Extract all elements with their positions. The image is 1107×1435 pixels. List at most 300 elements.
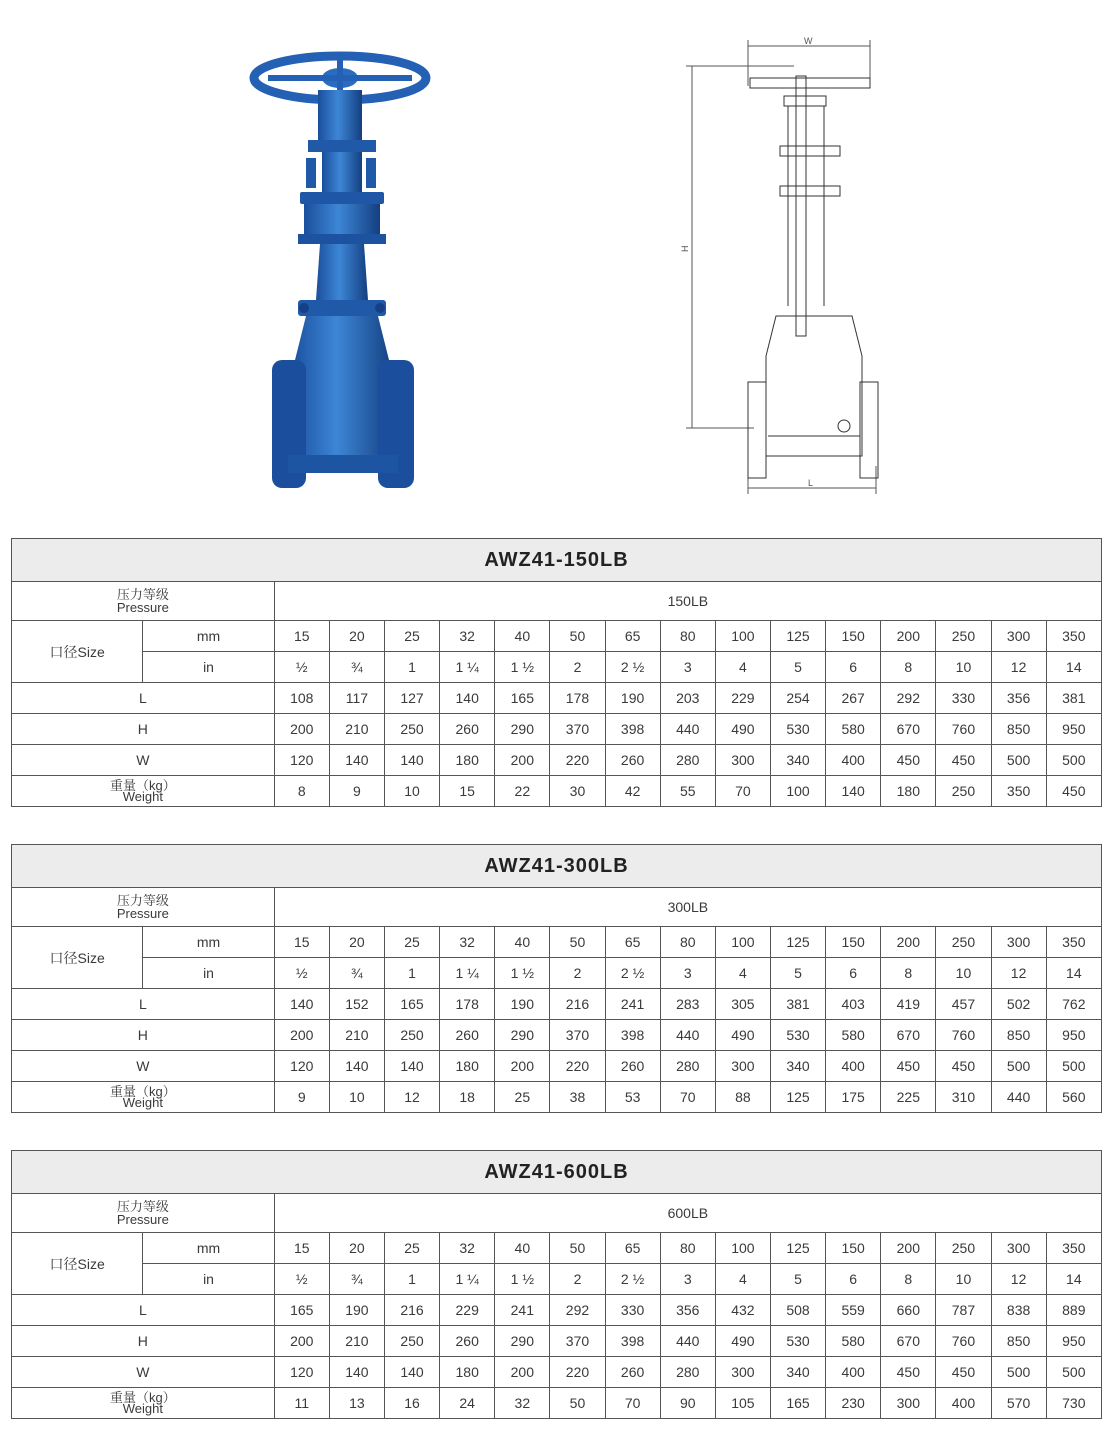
size-mm-cell: 350 xyxy=(1046,621,1101,652)
dim-w-cell: 220 xyxy=(550,1357,605,1388)
size-in-cell: 12 xyxy=(991,958,1046,989)
weight-cell: 9 xyxy=(274,1082,329,1113)
dim-l-cell: 140 xyxy=(274,989,329,1020)
size-mm-cell: 50 xyxy=(550,621,605,652)
dim-w-cell: 120 xyxy=(274,1357,329,1388)
pressure-label xyxy=(12,888,275,927)
table-title: AWZ41-300LB xyxy=(12,845,1102,888)
size-mm-cell: 20 xyxy=(329,1233,384,1264)
dim-h-cell: 950 xyxy=(1046,1326,1101,1357)
weight-label-cn: 重量（kg） xyxy=(109,1084,176,1099)
dim-l-cell: 283 xyxy=(660,989,715,1020)
dim-w-label: W xyxy=(804,36,813,46)
dim-l-label: L xyxy=(808,478,814,488)
dim-w-cell: 340 xyxy=(770,745,825,776)
size-mm-cell: 65 xyxy=(605,1233,660,1264)
dim-w-cell: 450 xyxy=(936,1357,991,1388)
dim-l-cell: 403 xyxy=(826,989,881,1020)
size-mm-cell: 25 xyxy=(384,927,439,958)
size-in-cell: 3 xyxy=(660,652,715,683)
dim-h-cell: 580 xyxy=(826,714,881,745)
dim-h-cell: 950 xyxy=(1046,1020,1101,1051)
weight-cell: 25 xyxy=(495,1082,550,1113)
dim-w-cell: 180 xyxy=(440,745,495,776)
dim-w-cell: 300 xyxy=(715,1051,770,1082)
weight-cell: 100 xyxy=(770,776,825,807)
weight-cell: 9 xyxy=(329,776,384,807)
size-mm-cell: 125 xyxy=(770,1233,825,1264)
size-in-cell: 2 ½ xyxy=(605,1264,660,1295)
weight-cell: 38 xyxy=(550,1082,605,1113)
size-in-cell: ½ xyxy=(274,652,329,683)
weight-cell: 70 xyxy=(605,1388,660,1419)
dim-l-cell: 432 xyxy=(715,1295,770,1326)
size-mm-cell: 32 xyxy=(440,621,495,652)
dim-h-cell: 200 xyxy=(274,1020,329,1051)
dim-l-cell: 305 xyxy=(715,989,770,1020)
dim-h-cell: 398 xyxy=(605,1020,660,1051)
dim-w-cell: 450 xyxy=(881,745,936,776)
weight-cell: 8 xyxy=(274,776,329,807)
dim-h-cell: 370 xyxy=(550,1326,605,1357)
size-mm-cell: 100 xyxy=(715,1233,770,1264)
dim-l-cell: 356 xyxy=(991,683,1046,714)
size-mm-cell: 65 xyxy=(605,927,660,958)
size-in-cell: 2 ½ xyxy=(605,958,660,989)
weight-label xyxy=(12,1082,275,1113)
weight-cell: 30 xyxy=(550,776,605,807)
size-in-cell: 6 xyxy=(826,1264,881,1295)
dim-w-cell: 120 xyxy=(274,745,329,776)
size-in-cell: 1 xyxy=(384,1264,439,1295)
size-in-cell: 12 xyxy=(991,1264,1046,1295)
size-in-cell: 4 xyxy=(715,958,770,989)
weight-label-en: Weight xyxy=(122,789,163,804)
dim-l-cell: 203 xyxy=(660,683,715,714)
pressure-label-en: Pressure xyxy=(116,906,169,921)
weight-cell: 24 xyxy=(440,1388,495,1419)
dim-l-cell: 787 xyxy=(936,1295,991,1326)
dim-h-cell: 370 xyxy=(550,714,605,745)
dim-h-cell: 250 xyxy=(384,1326,439,1357)
size-mm-cell: 50 xyxy=(550,927,605,958)
weight-cell: 225 xyxy=(881,1082,936,1113)
table-title: AWZ41-600LB xyxy=(12,1151,1102,1194)
weight-cell: 13 xyxy=(329,1388,384,1419)
size-in-cell: 14 xyxy=(1046,652,1101,683)
size-mm-cell: 20 xyxy=(329,621,384,652)
dim-h-cell: 290 xyxy=(495,1326,550,1357)
pressure-label xyxy=(12,1194,275,1233)
dim-l-cell: 254 xyxy=(770,683,825,714)
weight-cell: 10 xyxy=(329,1082,384,1113)
size-mm-cell: 40 xyxy=(495,621,550,652)
weight-cell: 400 xyxy=(936,1388,991,1419)
pressure-class: 600LB xyxy=(274,1194,1101,1233)
mm-label: mm xyxy=(143,927,274,958)
size-in-cell: 1 ½ xyxy=(495,958,550,989)
weight-cell: 560 xyxy=(1046,1082,1101,1113)
dim-h-cell: 210 xyxy=(329,714,384,745)
dim-l-cell: 356 xyxy=(660,1295,715,1326)
size-in-cell: 14 xyxy=(1046,1264,1101,1295)
size-in-cell: 6 xyxy=(826,652,881,683)
spec-table-300lb xyxy=(11,844,1102,1113)
size-in-cell: 6 xyxy=(826,958,881,989)
size-mm-cell: 200 xyxy=(881,1233,936,1264)
dim-w-cell: 400 xyxy=(826,1051,881,1082)
dim-h-cell: 950 xyxy=(1046,714,1101,745)
weight-cell: 16 xyxy=(384,1388,439,1419)
dim-l-cell: 660 xyxy=(881,1295,936,1326)
dim-h-cell: 290 xyxy=(495,714,550,745)
dim-w-cell: 200 xyxy=(495,1051,550,1082)
row-label-w: W xyxy=(12,1357,275,1388)
size-in-cell: ¾ xyxy=(329,1264,384,1295)
weight-cell: 165 xyxy=(770,1388,825,1419)
size-mm-cell: 100 xyxy=(715,621,770,652)
table-title: AWZ41-150LB xyxy=(12,539,1102,582)
weight-cell: 50 xyxy=(550,1388,605,1419)
dim-l-cell: 292 xyxy=(550,1295,605,1326)
dim-l-cell: 838 xyxy=(991,1295,1046,1326)
weight-cell: 730 xyxy=(1046,1388,1101,1419)
dim-h-cell: 530 xyxy=(770,1326,825,1357)
weight-cell: 12 xyxy=(384,1082,439,1113)
dim-w-cell: 500 xyxy=(991,1051,1046,1082)
size-mm-cell: 25 xyxy=(384,1233,439,1264)
dim-w-cell: 300 xyxy=(715,1357,770,1388)
dim-h-cell: 490 xyxy=(715,1020,770,1051)
size-mm-cell: 250 xyxy=(936,1233,991,1264)
weight-cell: 90 xyxy=(660,1388,715,1419)
dim-l-cell: 165 xyxy=(495,683,550,714)
dim-l-cell: 178 xyxy=(550,683,605,714)
pressure-class: 150LB xyxy=(274,582,1101,621)
weight-cell: 70 xyxy=(660,1082,715,1113)
weight-cell: 310 xyxy=(936,1082,991,1113)
dim-h-cell: 200 xyxy=(274,1326,329,1357)
dim-w-cell: 180 xyxy=(440,1357,495,1388)
dim-w-cell: 500 xyxy=(991,1357,1046,1388)
size-mm-cell: 150 xyxy=(826,1233,881,1264)
size-mm-cell: 65 xyxy=(605,621,660,652)
dim-l-cell: 457 xyxy=(936,989,991,1020)
dim-l-cell: 419 xyxy=(881,989,936,1020)
pressure-label-cn: 压力等级 xyxy=(116,587,169,602)
size-in-cell: ½ xyxy=(274,958,329,989)
size-mm-cell: 200 xyxy=(881,621,936,652)
weight-label xyxy=(12,1388,275,1419)
row-label-h: H xyxy=(12,714,275,745)
dim-h-cell: 670 xyxy=(881,1020,936,1051)
dim-l-cell: 381 xyxy=(770,989,825,1020)
spec-table-600lb xyxy=(11,1150,1102,1419)
dim-h-cell: 670 xyxy=(881,1326,936,1357)
dim-h-cell: 260 xyxy=(440,714,495,745)
size-in-cell: 1 ¼ xyxy=(440,652,495,683)
size-mm-cell: 250 xyxy=(936,621,991,652)
dim-l-cell: 330 xyxy=(605,1295,660,1326)
dim-w-cell: 500 xyxy=(991,745,1046,776)
weight-cell: 570 xyxy=(991,1388,1046,1419)
dim-w-cell: 340 xyxy=(770,1051,825,1082)
weight-cell: 18 xyxy=(440,1082,495,1113)
size-mm-cell: 150 xyxy=(826,621,881,652)
size-mm-cell: 20 xyxy=(329,927,384,958)
dim-l-cell: 330 xyxy=(936,683,991,714)
dim-w-cell: 140 xyxy=(384,1051,439,1082)
size-in-cell: 1 ½ xyxy=(495,1264,550,1295)
size-mm-cell: 125 xyxy=(770,927,825,958)
size-mm-cell: 15 xyxy=(274,927,329,958)
weight-cell: 230 xyxy=(826,1388,881,1419)
size-in-cell: 1 ¼ xyxy=(440,1264,495,1295)
pressure-label-en: Pressure xyxy=(116,600,169,615)
weight-cell: 300 xyxy=(881,1388,936,1419)
size-mm-cell: 50 xyxy=(550,1233,605,1264)
dim-w-cell: 450 xyxy=(936,1051,991,1082)
size-label: 口径Size xyxy=(12,1233,143,1295)
valve-dimension-drawing xyxy=(680,36,884,496)
dim-w-cell: 280 xyxy=(660,1357,715,1388)
weight-label xyxy=(12,776,275,807)
dim-l-cell: 229 xyxy=(440,1295,495,1326)
dim-l-cell: 216 xyxy=(384,1295,439,1326)
dim-w-cell: 400 xyxy=(826,745,881,776)
dim-h-cell: 670 xyxy=(881,714,936,745)
dim-w-cell: 450 xyxy=(881,1357,936,1388)
size-in-cell: 8 xyxy=(881,652,936,683)
size-in-cell: 10 xyxy=(936,652,991,683)
weight-cell: 180 xyxy=(881,776,936,807)
size-mm-cell: 150 xyxy=(826,927,881,958)
dim-h-cell: 210 xyxy=(329,1020,384,1051)
dim-h-cell: 398 xyxy=(605,714,660,745)
size-mm-cell: 350 xyxy=(1046,927,1101,958)
dim-l-cell: 140 xyxy=(440,683,495,714)
size-mm-cell: 100 xyxy=(715,927,770,958)
pressure-class: 300LB xyxy=(274,888,1101,927)
dim-h-cell: 850 xyxy=(991,1326,1046,1357)
dim-h-cell: 440 xyxy=(660,714,715,745)
size-mm-cell: 125 xyxy=(770,621,825,652)
dim-l-cell: 190 xyxy=(329,1295,384,1326)
dim-h-cell: 290 xyxy=(495,1020,550,1051)
size-in-cell: 5 xyxy=(770,958,825,989)
size-in-cell: ¾ xyxy=(329,958,384,989)
dim-l-cell: 241 xyxy=(605,989,660,1020)
weight-cell: 350 xyxy=(991,776,1046,807)
dim-w-cell: 450 xyxy=(936,745,991,776)
dim-h-cell: 370 xyxy=(550,1020,605,1051)
dim-l-cell: 127 xyxy=(384,683,439,714)
row-label-w: W xyxy=(12,1051,275,1082)
dim-h-cell: 850 xyxy=(991,1020,1046,1051)
size-mm-cell: 300 xyxy=(991,927,1046,958)
size-in-cell: 2 ½ xyxy=(605,652,660,683)
size-in-cell: 14 xyxy=(1046,958,1101,989)
weight-cell: 250 xyxy=(936,776,991,807)
dim-h-cell: 580 xyxy=(826,1326,881,1357)
dim-h-cell: 200 xyxy=(274,714,329,745)
in-label: in xyxy=(143,958,274,989)
weight-cell: 55 xyxy=(660,776,715,807)
size-mm-cell: 40 xyxy=(495,1233,550,1264)
size-mm-cell: 80 xyxy=(660,621,715,652)
dim-w-cell: 450 xyxy=(881,1051,936,1082)
dim-l-cell: 108 xyxy=(274,683,329,714)
size-in-cell: 1 ¼ xyxy=(440,958,495,989)
dim-h-cell: 490 xyxy=(715,1326,770,1357)
dim-l-cell: 267 xyxy=(826,683,881,714)
row-label-l: L xyxy=(12,989,275,1020)
dim-w-cell: 400 xyxy=(826,1357,881,1388)
dim-w-cell: 220 xyxy=(550,1051,605,1082)
dim-w-cell: 200 xyxy=(495,745,550,776)
pressure-label-cn: 压力等级 xyxy=(116,893,169,908)
dim-l-cell: 190 xyxy=(495,989,550,1020)
pressure-label-en: Pressure xyxy=(116,1212,169,1227)
pressure-label xyxy=(12,582,275,621)
size-in-cell: 2 xyxy=(550,652,605,683)
dim-l-cell: 165 xyxy=(384,989,439,1020)
dim-l-cell: 292 xyxy=(881,683,936,714)
dim-h-cell: 398 xyxy=(605,1326,660,1357)
weight-cell: 32 xyxy=(495,1388,550,1419)
dim-h-cell: 760 xyxy=(936,1020,991,1051)
dim-h-cell: 760 xyxy=(936,714,991,745)
spec-table-150lb xyxy=(11,538,1102,807)
in-label: in xyxy=(143,1264,274,1295)
dim-w-cell: 300 xyxy=(715,745,770,776)
in-label: in xyxy=(143,652,274,683)
weight-cell: 10 xyxy=(384,776,439,807)
size-label: 口径Size xyxy=(12,927,143,989)
size-mm-cell: 350 xyxy=(1046,1233,1101,1264)
size-in-cell: 2 xyxy=(550,1264,605,1295)
dim-w-cell: 140 xyxy=(329,1357,384,1388)
weight-cell: 53 xyxy=(605,1082,660,1113)
weight-label-en: Weight xyxy=(122,1095,163,1110)
dim-w-cell: 500 xyxy=(1046,1051,1101,1082)
dim-h-cell: 490 xyxy=(715,714,770,745)
dim-w-cell: 500 xyxy=(1046,745,1101,776)
weight-label-en: Weight xyxy=(122,1401,163,1416)
weight-cell: 70 xyxy=(715,776,770,807)
dim-l-cell: 559 xyxy=(826,1295,881,1326)
size-in-cell: 3 xyxy=(660,958,715,989)
dim-l-cell: 165 xyxy=(274,1295,329,1326)
dim-h-cell: 260 xyxy=(440,1326,495,1357)
dim-h-cell: 530 xyxy=(770,1020,825,1051)
dim-l-cell: 117 xyxy=(329,683,384,714)
size-label: 口径Size xyxy=(12,621,143,683)
row-label-h: H xyxy=(12,1326,275,1357)
dim-w-cell: 260 xyxy=(605,1357,660,1388)
dim-l-cell: 889 xyxy=(1046,1295,1101,1326)
dim-h-cell: 250 xyxy=(384,1020,439,1051)
size-mm-cell: 40 xyxy=(495,927,550,958)
dim-l-cell: 178 xyxy=(440,989,495,1020)
weight-cell: 88 xyxy=(715,1082,770,1113)
size-mm-cell: 25 xyxy=(384,621,439,652)
size-in-cell: 1 xyxy=(384,652,439,683)
dim-w-cell: 260 xyxy=(605,745,660,776)
dim-l-cell: 190 xyxy=(605,683,660,714)
dim-h-cell: 440 xyxy=(660,1326,715,1357)
weight-cell: 440 xyxy=(991,1082,1046,1113)
dim-w-cell: 140 xyxy=(329,1051,384,1082)
dim-l-cell: 216 xyxy=(550,989,605,1020)
weight-cell: 175 xyxy=(826,1082,881,1113)
size-in-cell: 5 xyxy=(770,1264,825,1295)
dim-h-cell: 440 xyxy=(660,1020,715,1051)
weight-cell: 22 xyxy=(495,776,550,807)
pressure-label-cn: 压力等级 xyxy=(116,1199,169,1214)
dim-w-cell: 280 xyxy=(660,1051,715,1082)
dim-w-cell: 140 xyxy=(329,745,384,776)
dim-h-cell: 760 xyxy=(936,1326,991,1357)
dim-w-cell: 200 xyxy=(495,1357,550,1388)
dim-h-cell: 210 xyxy=(329,1326,384,1357)
size-mm-cell: 300 xyxy=(991,621,1046,652)
dim-w-cell: 120 xyxy=(274,1051,329,1082)
dim-h-cell: 250 xyxy=(384,714,439,745)
size-in-cell: 8 xyxy=(881,958,936,989)
size-in-cell: 4 xyxy=(715,652,770,683)
dim-l-cell: 502 xyxy=(991,989,1046,1020)
dim-w-cell: 500 xyxy=(1046,1357,1101,1388)
weight-cell: 105 xyxy=(715,1388,770,1419)
mm-label: mm xyxy=(143,621,274,652)
dim-h-cell: 580 xyxy=(826,1020,881,1051)
size-in-cell: 2 xyxy=(550,958,605,989)
weight-label-cn: 重量（kg） xyxy=(109,1390,176,1405)
size-in-cell: ½ xyxy=(274,1264,329,1295)
row-label-l: L xyxy=(12,1295,275,1326)
size-in-cell: 10 xyxy=(936,958,991,989)
dim-w-cell: 140 xyxy=(384,745,439,776)
dim-w-cell: 180 xyxy=(440,1051,495,1082)
dim-l-cell: 229 xyxy=(715,683,770,714)
size-in-cell: 10 xyxy=(936,1264,991,1295)
size-in-cell: 8 xyxy=(881,1264,936,1295)
dim-l-cell: 152 xyxy=(329,989,384,1020)
size-mm-cell: 32 xyxy=(440,1233,495,1264)
size-mm-cell: 80 xyxy=(660,1233,715,1264)
row-label-h: H xyxy=(12,1020,275,1051)
dim-l-cell: 381 xyxy=(1046,683,1101,714)
weight-cell: 125 xyxy=(770,1082,825,1113)
dim-w-cell: 340 xyxy=(770,1357,825,1388)
dim-w-cell: 260 xyxy=(605,1051,660,1082)
weight-cell: 42 xyxy=(605,776,660,807)
dim-h-cell: 260 xyxy=(440,1020,495,1051)
dim-l-cell: 508 xyxy=(770,1295,825,1326)
dim-w-cell: 280 xyxy=(660,745,715,776)
size-mm-cell: 250 xyxy=(936,927,991,958)
size-mm-cell: 200 xyxy=(881,927,936,958)
size-in-cell: ¾ xyxy=(329,652,384,683)
weight-cell: 15 xyxy=(440,776,495,807)
row-label-w: W xyxy=(12,745,275,776)
row-label-l: L xyxy=(12,683,275,714)
size-mm-cell: 300 xyxy=(991,1233,1046,1264)
mm-label: mm xyxy=(143,1233,274,1264)
dim-l-cell: 241 xyxy=(495,1295,550,1326)
dim-l-cell: 762 xyxy=(1046,989,1101,1020)
